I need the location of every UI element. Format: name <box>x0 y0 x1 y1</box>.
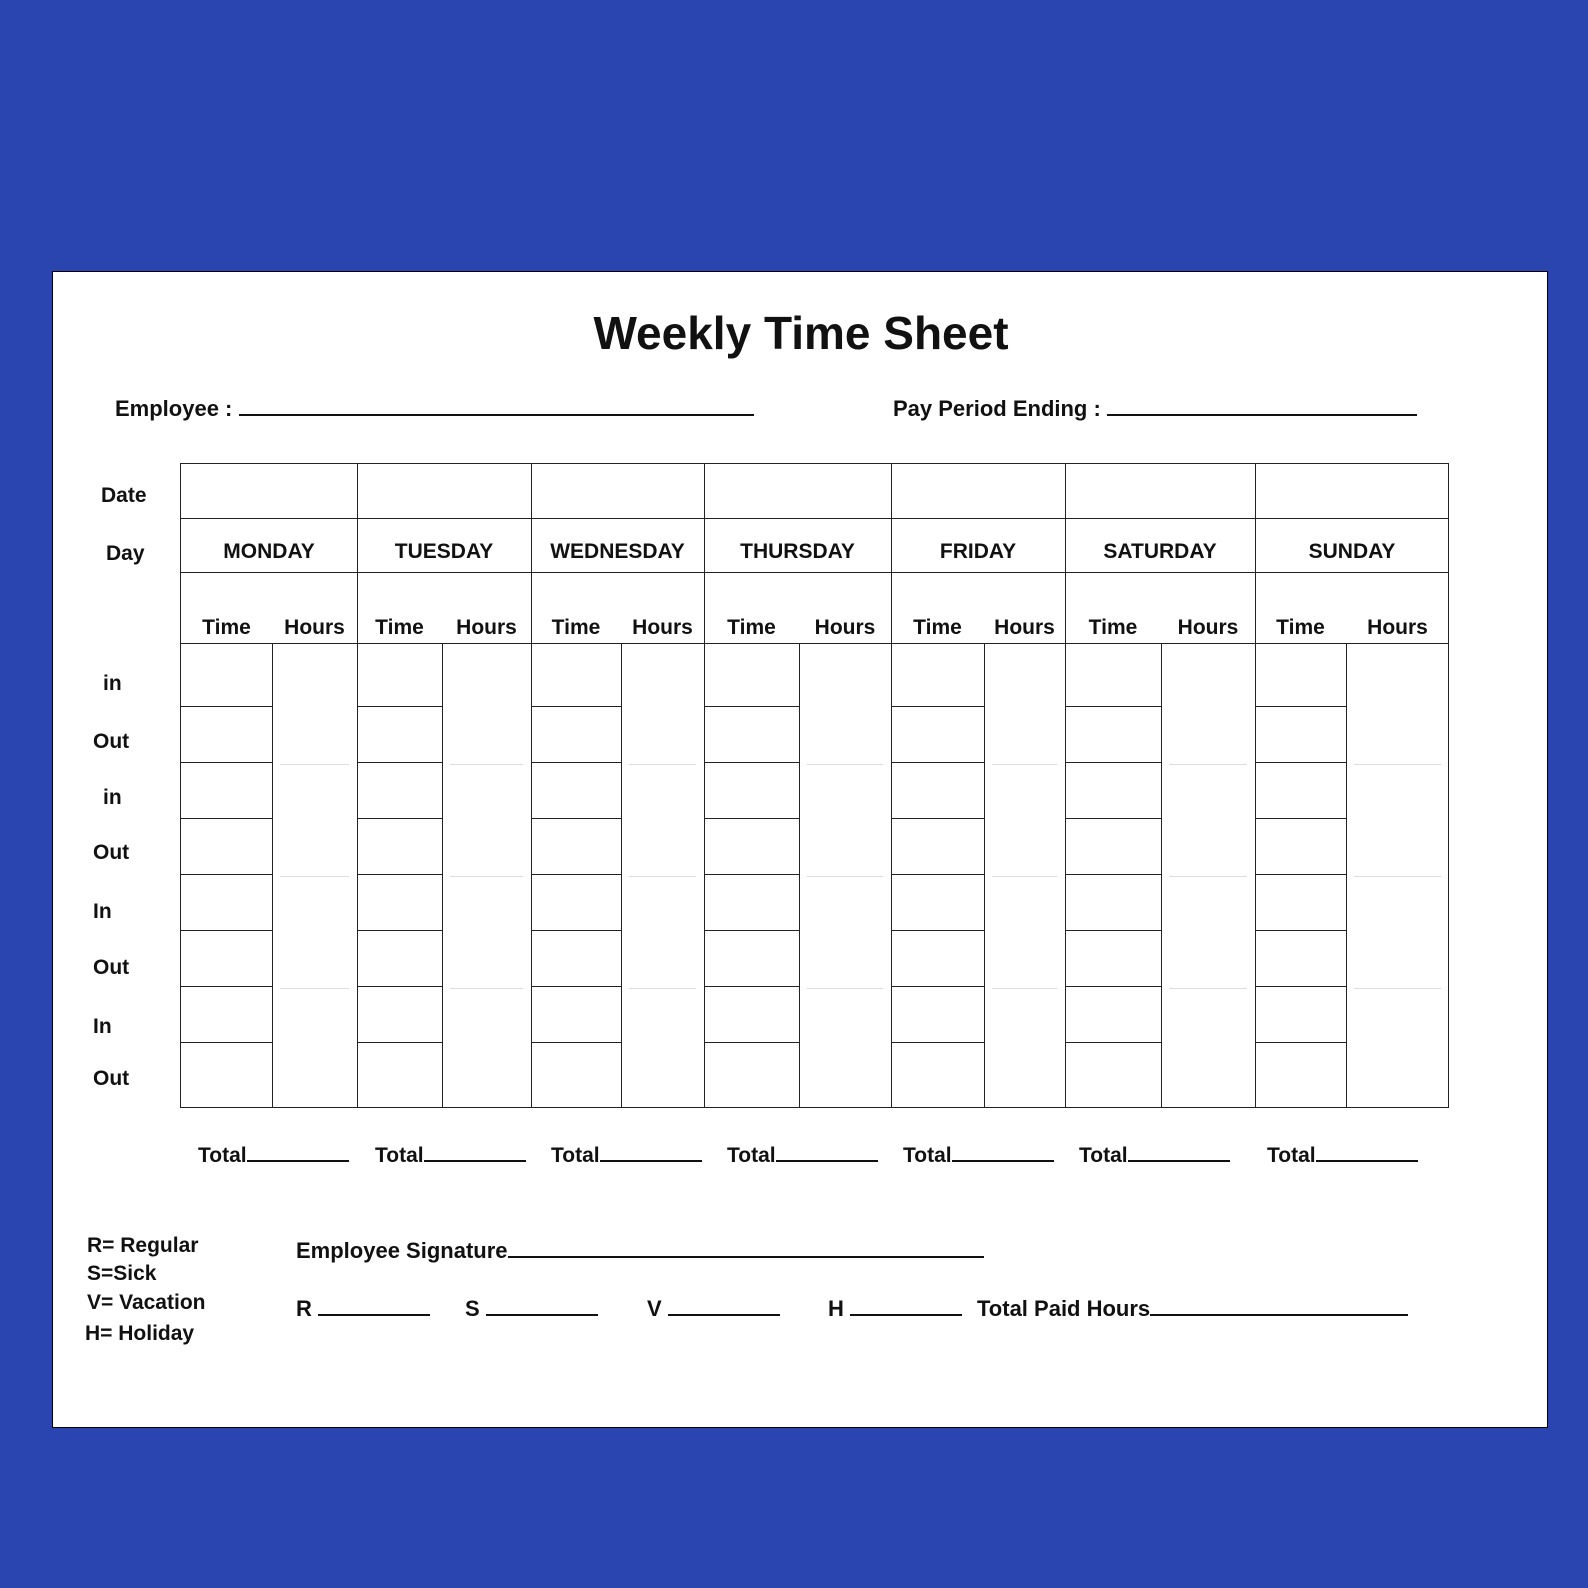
time-cell-divider <box>357 706 442 707</box>
code-h-field[interactable] <box>828 1296 962 1322</box>
day-name: FRIDAY <box>939 540 1017 563</box>
time-cell-divider <box>1065 818 1161 819</box>
day-total-field[interactable] <box>198 1144 349 1168</box>
time-cell-divider <box>704 706 799 707</box>
hours-marker <box>1354 988 1441 989</box>
code-s-line[interactable] <box>486 1314 598 1316</box>
time-cell-divider <box>1255 874 1346 875</box>
total-label: Total <box>1267 1144 1316 1167</box>
hours-marker <box>1354 876 1441 877</box>
time-cell-divider <box>181 706 272 707</box>
legend-regular: R= Regular <box>87 1234 199 1257</box>
row-label-day: Day <box>106 542 145 565</box>
time-cell-divider <box>891 930 984 931</box>
hours-marker <box>450 988 523 989</box>
time-cell-divider <box>531 874 621 875</box>
hours-marker <box>992 988 1057 989</box>
hours-marker <box>1354 764 1441 765</box>
total-line[interactable] <box>1128 1160 1230 1162</box>
time-sheet-page <box>52 271 1548 1428</box>
time-cell-divider <box>891 762 984 763</box>
time-hours-divider <box>621 644 622 1107</box>
time-cell-divider <box>181 930 272 931</box>
total-paid-line[interactable] <box>1150 1314 1408 1316</box>
total-label: Total <box>903 1144 952 1167</box>
hours-marker <box>1169 764 1247 765</box>
legend-sick: S=Sick <box>87 1262 157 1285</box>
time-header: Time <box>551 616 601 639</box>
code-r-label: R <box>296 1296 312 1321</box>
time-cell-divider <box>891 874 984 875</box>
total-paid-label: Total Paid Hours <box>977 1296 1151 1321</box>
time-cell-divider <box>1255 986 1346 987</box>
hours-header: Hours <box>632 616 693 639</box>
signature-label: Employee Signature <box>296 1238 508 1263</box>
time-header: Time <box>1088 616 1138 639</box>
total-line[interactable] <box>952 1160 1054 1162</box>
time-hours-divider <box>1161 644 1162 1107</box>
hours-marker <box>629 876 696 877</box>
day-name: TUESDAY <box>394 540 494 563</box>
day-name: WEDNESDAY <box>550 540 685 563</box>
time-cell-divider <box>704 930 799 931</box>
time-cell-divider <box>1255 930 1346 931</box>
time-cell-divider <box>1065 874 1161 875</box>
time-hours-divider <box>442 644 443 1107</box>
total-line[interactable] <box>600 1160 702 1162</box>
row-label-entry: in <box>103 786 122 809</box>
time-cell-divider <box>531 706 621 707</box>
row-label-entry: Out <box>93 956 130 979</box>
time-hours-divider <box>984 644 985 1107</box>
hours-header: Hours <box>1367 616 1428 639</box>
day-total-field[interactable] <box>903 1144 1054 1168</box>
hours-header: Hours <box>1177 616 1239 639</box>
time-cell-divider <box>704 762 799 763</box>
hours-marker <box>280 876 349 877</box>
code-v-line[interactable] <box>668 1314 780 1316</box>
code-h-line[interactable] <box>850 1314 962 1316</box>
pay-period-line[interactable] <box>1107 414 1417 416</box>
code-s-field[interactable] <box>465 1296 598 1322</box>
total-label: Total <box>551 1144 600 1167</box>
hours-header: Hours <box>994 616 1055 639</box>
row-label-entry: In <box>93 900 112 923</box>
hours-marker <box>629 764 696 765</box>
time-cell-divider <box>531 818 621 819</box>
day-total-field[interactable] <box>727 1144 878 1168</box>
code-v-field[interactable] <box>647 1296 780 1322</box>
time-cell-divider <box>1065 930 1161 931</box>
hours-marker <box>280 988 349 989</box>
pay-period-field[interactable] <box>893 396 1417 422</box>
time-cell-divider <box>357 818 442 819</box>
row-label-date: Date <box>101 484 147 507</box>
hours-marker <box>807 876 883 877</box>
hours-marker <box>807 988 883 989</box>
time-cell-divider <box>181 1042 272 1043</box>
total-line[interactable] <box>247 1160 349 1162</box>
hours-marker <box>280 764 349 765</box>
hours-marker <box>992 876 1057 877</box>
time-header: Time <box>375 616 424 639</box>
row-label-entry: In <box>93 1015 112 1038</box>
hours-marker <box>1169 876 1247 877</box>
time-grid[interactable] <box>180 463 1449 1108</box>
time-cell-divider <box>891 706 984 707</box>
day-name: SUNDAY <box>1308 540 1396 563</box>
time-hours-divider <box>272 644 273 1107</box>
hours-marker <box>450 876 523 877</box>
time-cell-divider <box>181 986 272 987</box>
time-cell-divider <box>181 762 272 763</box>
time-header: Time <box>727 616 776 639</box>
hours-marker <box>992 764 1057 765</box>
row-label-entry: Out <box>93 1067 130 1090</box>
time-cell-divider <box>891 818 984 819</box>
total-label: Total <box>198 1144 247 1167</box>
time-cell-divider <box>1065 1042 1161 1043</box>
hours-header: Hours <box>284 616 345 639</box>
code-h-label: H <box>828 1296 844 1321</box>
total-line[interactable] <box>424 1160 526 1162</box>
hours-marker <box>629 988 696 989</box>
time-cell-divider <box>704 874 799 875</box>
total-line[interactable] <box>776 1160 878 1162</box>
employee-line[interactable] <box>239 414 754 416</box>
hours-marker <box>450 764 523 765</box>
day-name: THURSDAY <box>740 540 855 563</box>
time-cell-divider <box>704 1042 799 1043</box>
time-cell-divider <box>181 874 272 875</box>
time-cell-divider <box>704 986 799 987</box>
day-name: MONDAY <box>223 540 315 563</box>
day-name: SATURDAY <box>1103 540 1217 563</box>
legend-holiday: H= Holiday <box>85 1322 195 1345</box>
total-paid-field[interactable] <box>977 1296 1408 1322</box>
time-cell-divider <box>531 1042 621 1043</box>
time-header: Time <box>1276 616 1325 639</box>
hours-header: Hours <box>456 616 517 639</box>
employee-label: Employee : <box>115 396 233 421</box>
grid-divider <box>181 643 1448 644</box>
time-cell-divider <box>1255 706 1346 707</box>
day-total-field[interactable] <box>551 1144 702 1168</box>
time-hours-divider <box>799 644 800 1107</box>
time-cell-divider <box>1255 1042 1346 1043</box>
time-cell-divider <box>1065 762 1161 763</box>
time-cell-divider <box>357 874 442 875</box>
day-total-field[interactable] <box>1267 1144 1418 1168</box>
row-label-entry: Out <box>93 730 130 753</box>
grid-divider <box>181 518 1448 519</box>
time-cell-divider <box>891 986 984 987</box>
time-cell-divider <box>357 762 442 763</box>
time-cell-divider <box>891 1042 984 1043</box>
hours-header: Hours <box>814 616 876 639</box>
time-header: Time <box>202 616 251 639</box>
time-cell-divider <box>357 986 442 987</box>
grid-divider <box>181 572 1448 573</box>
signature-field[interactable] <box>296 1238 984 1264</box>
hours-marker <box>1169 988 1247 989</box>
time-cell-divider <box>531 986 621 987</box>
time-cell-divider <box>1255 818 1346 819</box>
time-cell-divider <box>531 930 621 931</box>
code-s-label: S <box>465 1296 480 1321</box>
row-label-entry: Out <box>93 841 130 864</box>
code-v-label: V <box>647 1296 662 1321</box>
code-r-field[interactable] <box>296 1296 430 1322</box>
time-cell-divider <box>357 930 442 931</box>
total-line[interactable] <box>1316 1160 1418 1162</box>
code-r-line[interactable] <box>318 1314 430 1316</box>
time-header: Time <box>913 616 962 639</box>
total-label: Total <box>1079 1144 1128 1167</box>
total-label: Total <box>727 1144 776 1167</box>
time-cell-divider <box>1255 762 1346 763</box>
time-cell-divider <box>181 818 272 819</box>
time-cell-divider <box>1065 986 1161 987</box>
time-cell-divider <box>704 818 799 819</box>
day-total-field[interactable] <box>375 1144 526 1168</box>
pay-period-label: Pay Period Ending : <box>893 396 1101 421</box>
employee-field[interactable] <box>115 396 754 422</box>
hours-marker <box>807 764 883 765</box>
total-label: Total <box>375 1144 424 1167</box>
time-cell-divider <box>357 1042 442 1043</box>
time-cell-divider <box>1065 706 1161 707</box>
day-total-field[interactable] <box>1079 1144 1230 1168</box>
time-hours-divider <box>1346 644 1347 1107</box>
time-cell-divider <box>531 762 621 763</box>
page-title: Weekly Time Sheet <box>593 307 1009 359</box>
row-label-entry: in <box>103 672 122 695</box>
legend-vacation: V= Vacation <box>87 1291 206 1314</box>
signature-line[interactable] <box>508 1256 984 1258</box>
